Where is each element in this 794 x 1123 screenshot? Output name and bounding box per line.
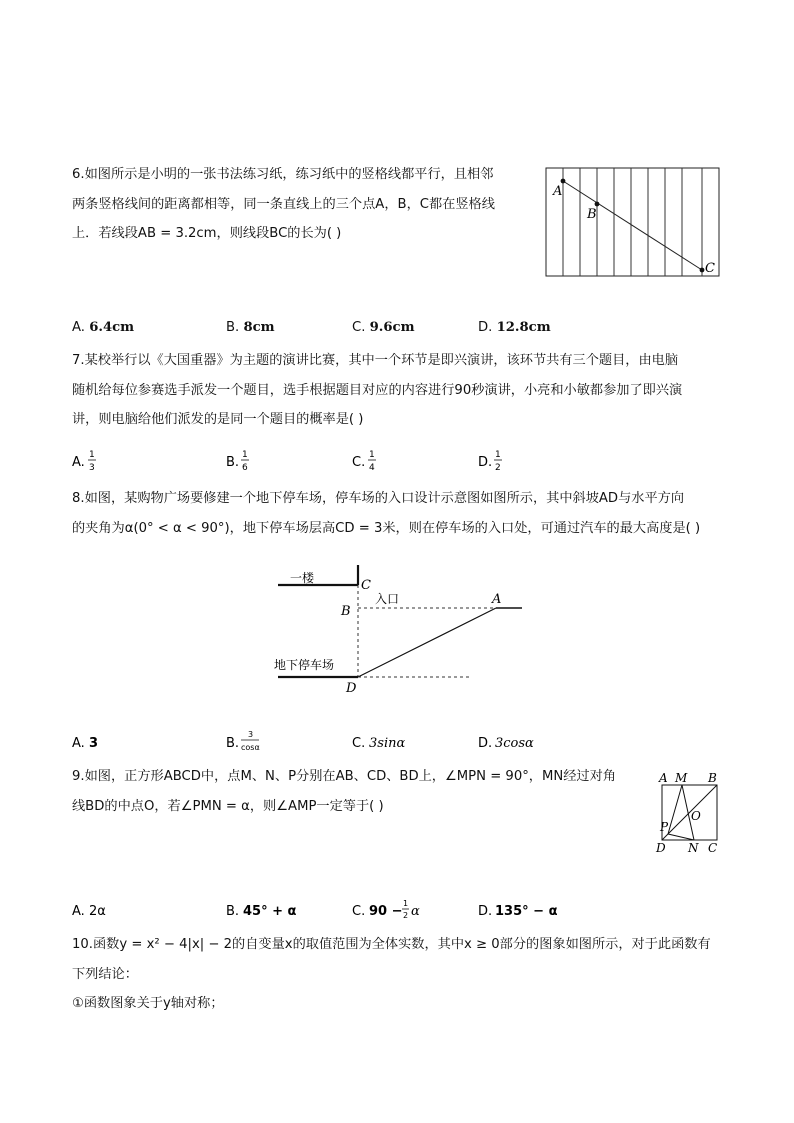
- q6-line-2: 两条竖格线间的距离都相等，同一条直线上的三个点A，B，C都在竖格线: [72, 196, 495, 212]
- q6-option-d-label: D.: [478, 320, 493, 335]
- q9-label-o: O: [691, 809, 701, 823]
- q8-option-a[interactable]: [72, 736, 98, 751]
- q9-diagonal-bd: [662, 785, 717, 840]
- q8-label-b: B: [341, 604, 351, 619]
- q9-segment-pn: [668, 834, 694, 840]
- q8-option-b-num: 3: [248, 730, 254, 739]
- q7-option-d-den: 2: [495, 463, 501, 473]
- q9-option-c[interactable]: [352, 899, 420, 920]
- question-7: [72, 346, 732, 435]
- q9-option-c-num: 1: [403, 899, 409, 908]
- q8-option-c-label: C.: [352, 736, 366, 751]
- q7-option-b-den: 6: [242, 463, 248, 473]
- q6-label-a: A: [553, 184, 563, 199]
- q6-option-c-label: C.: [352, 320, 366, 335]
- q6-label-b: B: [587, 207, 597, 222]
- q10-line-3: ①函数图象关于y轴对称；: [72, 996, 224, 1011]
- q7-option-b-num: 1: [242, 450, 248, 460]
- q10-line-2: 下列结论：: [72, 966, 138, 982]
- q6-option-b-value: 8cm: [243, 320, 275, 335]
- q9-option-b[interactable]: [226, 904, 297, 919]
- q9-option-b-value: 45° + α: [243, 904, 297, 919]
- q7-option-b[interactable]: [226, 450, 249, 473]
- q6-segment-ac: [563, 181, 702, 270]
- q6-option-d-value: 12.8cm: [496, 320, 551, 335]
- q7-option-d-num: 1: [495, 450, 501, 460]
- question-8: [72, 484, 732, 543]
- q6-point-b: [595, 202, 600, 207]
- q7-line-1: 7.某校举行以《大国重器》为主题的演讲比赛，其中一个环节是即兴演讲，该环节共有三个题目，由电脑: [72, 353, 679, 368]
- q7-option-a[interactable]: [72, 450, 96, 473]
- q7-option-c[interactable]: [352, 450, 376, 473]
- q8-line-1: 8.如图，某购物广场要修建一个地下停车场，停车场的入口设计示意图如图所示，其中斜坡AD与水平方向: [72, 491, 685, 506]
- q8-option-b[interactable]: [226, 730, 260, 752]
- q8-entrance-label: 入口: [375, 592, 400, 606]
- q9-label-p: P: [660, 820, 669, 834]
- q7-line-2: 随机给每位参赛选手派发一个题目，选手根据题目对应的内容进行90秒演讲，小亮和小敏都参加了即兴演: [72, 382, 683, 398]
- q9-option-d-value: 135° − α: [495, 904, 558, 919]
- q6-option-a-label: A.: [72, 320, 85, 335]
- q8-line-2: 的夹角为α(0° < α < 90°)，地下停车场层高CD = 3米，则在停车场的入口处，可通过汽车的最大高度是( ): [72, 520, 701, 536]
- q8-option-c-value: 3sinα: [369, 736, 406, 751]
- q8-label-d: D: [346, 681, 357, 696]
- q8-option-b-label: B.: [226, 736, 240, 751]
- q10-line-1: 10.函数y = x² − 4|x| − 2的自变量x的取值范围为全体实数，其中x ≥ 0部分的图象如图所示，对于此函数有: [72, 937, 711, 952]
- q9-line-1: 9.如图，正方形ABCD中，点M、N、P分别在AB、CD、BD上，∠MPN = 90°，MN经过对角: [72, 769, 616, 784]
- q8-option-d-label: D.: [478, 736, 493, 751]
- q6-point-c: [700, 268, 705, 273]
- q8-figure-parking-entrance: [270, 565, 530, 700]
- q6-option-b-label: B.: [226, 320, 240, 335]
- q9-option-d[interactable]: [478, 904, 558, 919]
- q8-options: [72, 728, 752, 758]
- q7-option-b-label: B.: [226, 455, 240, 470]
- q9-options: [72, 896, 752, 926]
- q6-option-b[interactable]: [226, 320, 275, 335]
- q9-label-a: A: [659, 771, 668, 785]
- q8-option-d-value: 3cosα: [495, 736, 534, 751]
- q7-option-c-num: 1: [369, 450, 375, 460]
- q9-option-a-label: A.: [72, 904, 85, 919]
- q7-option-d[interactable]: [478, 450, 502, 473]
- q6-point-a: [561, 179, 566, 184]
- q9-option-b-label: B.: [226, 904, 240, 919]
- q8-option-d[interactable]: [478, 736, 534, 751]
- q6-line-1: 6.如图所示是小明的一张书法练习纸，练习纸中的竖格线都平行，且相邻: [72, 167, 494, 182]
- q7-option-c-label: C.: [352, 455, 366, 470]
- q8-option-b-den: cosα: [241, 743, 260, 752]
- q6-figure-grid-paper: [540, 160, 730, 285]
- q9-line-2: 线BD的中点O，若∠PMN = α，则∠AMP一定等于( ): [72, 798, 384, 814]
- q8-floor1-label: 一楼: [290, 571, 315, 585]
- q8-option-a-value: 3: [89, 736, 99, 751]
- q8-option-c[interactable]: [352, 736, 405, 751]
- question-10: [72, 930, 732, 1019]
- q7-options: [72, 446, 752, 476]
- q9-option-c-post: α: [411, 904, 420, 919]
- q7-option-c-den: 4: [369, 463, 375, 473]
- q7-option-a-num: 1: [89, 450, 95, 460]
- q6-option-a-value: 6.4cm: [89, 320, 135, 335]
- q9-option-a-value: 2α: [89, 904, 106, 919]
- q9-label-n: N: [688, 841, 699, 855]
- q6-option-d[interactable]: [478, 320, 551, 335]
- q8-basement-label: 地下停车场: [274, 658, 335, 672]
- q7-option-d-label: D.: [478, 455, 493, 470]
- q6-option-c-value: 9.6cm: [369, 320, 415, 335]
- question-9: [72, 762, 652, 821]
- q7-line-3: 讲，则电脑给他们派发的是同一个题目的概率是( ): [72, 412, 364, 427]
- q6-label-c: C: [705, 261, 715, 276]
- q9-figure-square: [650, 768, 730, 858]
- q6-option-a[interactable]: [72, 320, 134, 335]
- q8-option-a-label: A.: [72, 736, 85, 751]
- q6-options: [72, 320, 752, 340]
- q6-vertical-lines: [563, 168, 702, 276]
- q8-slope-ad: [358, 608, 496, 677]
- q9-option-a[interactable]: [72, 904, 106, 919]
- q9-option-d-label: D.: [478, 904, 493, 919]
- q8-label-a: A: [492, 592, 502, 607]
- q7-option-a-label: A.: [72, 455, 85, 470]
- question-6: [72, 160, 532, 249]
- q6-line-3: 上．若线段AB = 3.2cm，则线段BC的长为( ): [72, 226, 342, 241]
- q9-option-c-pre: 90 −: [369, 904, 403, 919]
- q9-option-c-label: C.: [352, 904, 366, 919]
- q9-option-c-den: 2: [403, 911, 409, 920]
- q9-label-d: D: [656, 841, 666, 855]
- q7-option-a-den: 3: [89, 463, 95, 473]
- q9-label-c: C: [708, 841, 718, 855]
- q9-label-m: M: [675, 771, 688, 785]
- q9-label-b: B: [708, 771, 717, 785]
- q8-label-c: C: [361, 578, 371, 593]
- q6-option-c[interactable]: [352, 320, 415, 335]
